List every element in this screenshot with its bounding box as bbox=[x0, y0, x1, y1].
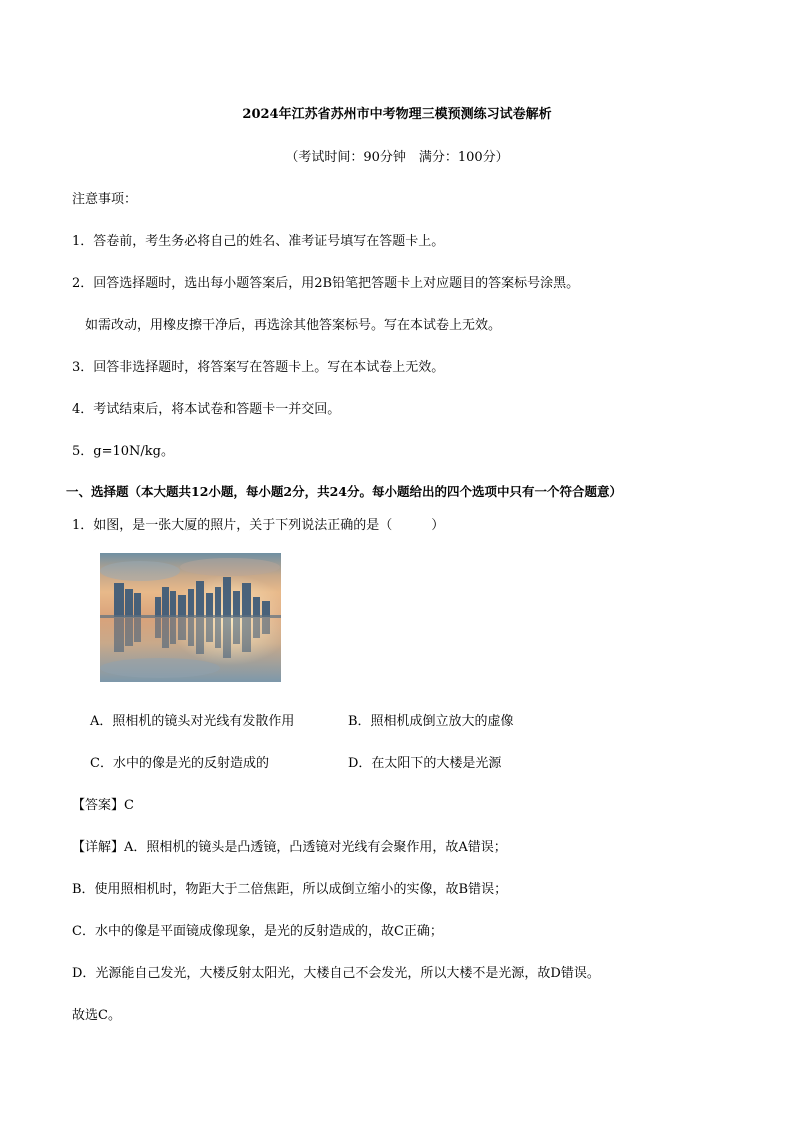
notice-item: 如需改动，用橡皮擦干净后，再选涂其他答案标号。写在本试卷上无效。 bbox=[85, 318, 502, 333]
option-b: B．照相机成倒立放大的虚像 bbox=[348, 714, 514, 729]
notice-item: 1．答卷前，考生务必将自己的姓名、准考证号填写在答题卡上。 bbox=[72, 234, 445, 249]
detail-line: C．水中的像是平面镜成像现象，是光的反射造成的，故C正确； bbox=[72, 924, 443, 939]
answer-label: 【答案】C bbox=[72, 798, 134, 813]
question-text: 1．如图，是一张大厦的照片，关于下列说法正确的是（ ） bbox=[72, 518, 445, 533]
notice-heading: 注意事项： bbox=[72, 192, 138, 207]
option-d: D．在太阳下的大楼是光源 bbox=[348, 756, 502, 771]
notice-item: 3．回答非选择题时，将答案写在答题卡上。写在本试卷上无效。 bbox=[72, 360, 445, 375]
detail-line: B．使用照相机时，物距大于二倍焦距，所以成倒立缩小的实像，故B错误； bbox=[72, 882, 508, 897]
page-title: 2024年江苏省苏州市中考物理三模预测练习试卷解析 bbox=[242, 107, 552, 122]
building-photo bbox=[100, 553, 281, 682]
conclusion: 故选C。 bbox=[72, 1008, 121, 1023]
exam-time-info: （考试时间：90分钟 满分：100分） bbox=[285, 150, 509, 165]
detail-line: 【详解】A．照相机的镜头是凸透镜，凸透镜对光线有会聚作用，故A错误； bbox=[72, 840, 507, 855]
notice-item: 5．g=10N/kg。 bbox=[72, 444, 174, 459]
notice-item: 4．考试结束后，将本试卷和答题卡一并交回。 bbox=[72, 402, 341, 417]
section-heading: 一、选择题（本大题共12小题，每小题2分，共24分。每小题给出的四个选项中只有一个符合题意） bbox=[66, 484, 622, 499]
option-c: C．水中的像是光的反射造成的 bbox=[90, 756, 269, 771]
option-a: A．照相机的镜头对光线有发散作用 bbox=[90, 714, 295, 729]
notice-item: 2．回答选择题时，选出每小题答案后，用2B铅笔把答题卡上对应题目的答案标号涂黑。 bbox=[72, 276, 580, 291]
detail-line: D．光源能自己发光，大楼反射太阳光，大楼自己不会发光，所以大楼不是光源，故D错误。 bbox=[72, 966, 600, 981]
